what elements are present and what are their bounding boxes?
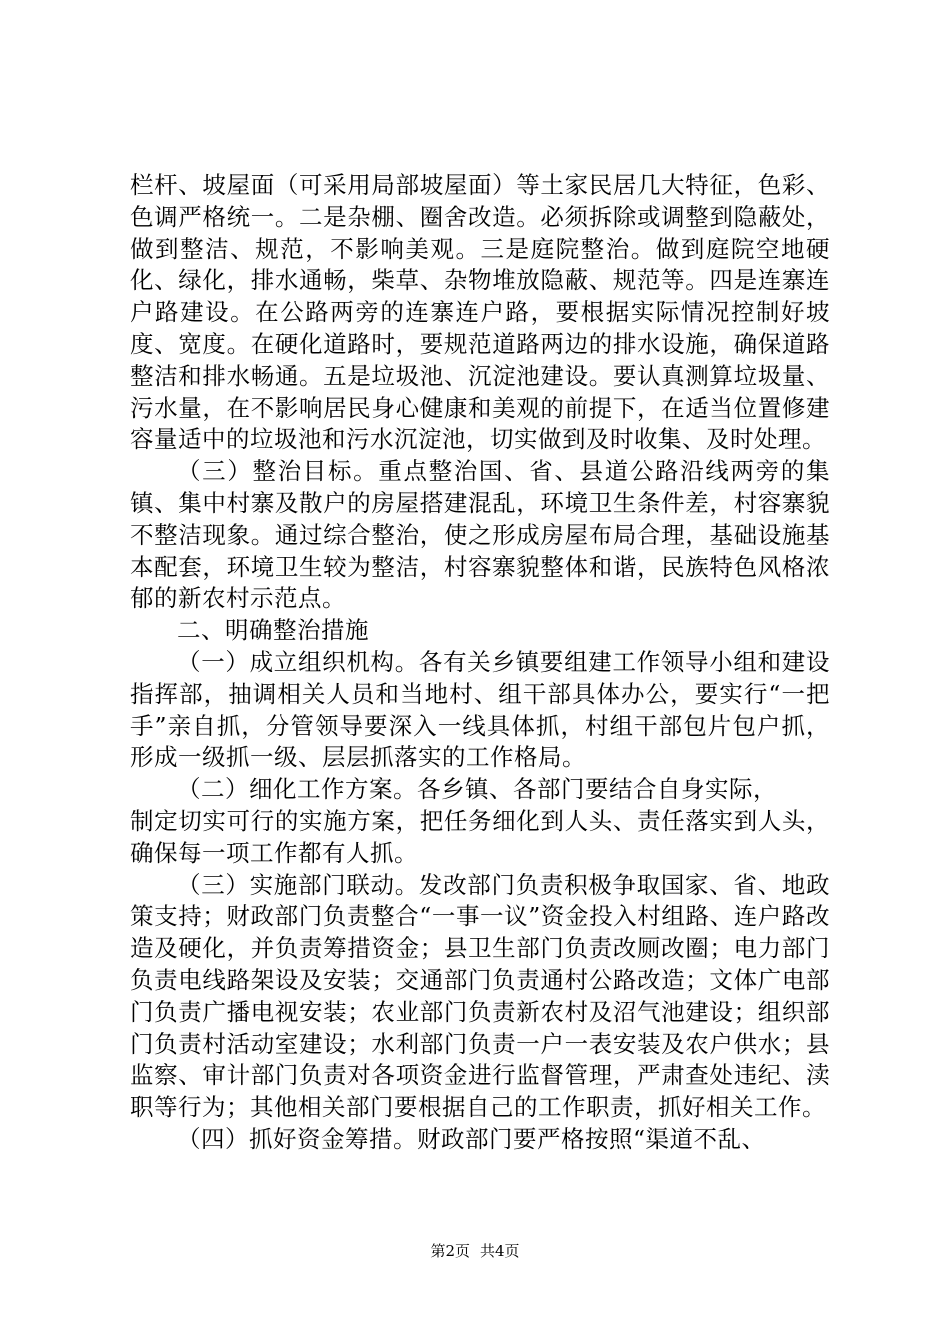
paragraph-funding: （四）抓好资金筹措。财政部门要严格按照“渠道不乱、	[177, 1124, 766, 1153]
paragraph-work-plan-continued: 制定切实可行的实施方案，把任务细化到人头、责任落实到人头，确保每一项工作都有人抓。	[130, 806, 830, 867]
paragraph-features-continued: 栏杆、坡屋面（可采用局部坡屋面）等土家民居几大特征，色彩、色调严格统一。二是杂棚、圈舍改造。必须拆除或调整到隐蔽处，做到整洁、规范，不影响美观。三是庭院整治。做到庭院空地硬化、绿化，排水通畅，柴草、杂物堆放隐蔽、规范等。四是连寨连户路建设。在公路两旁的连寨连户路，要根据实际情况控制好坡度、宽度。在硬化道路时，要规范道路两边的排水设施，确保道路整洁和排水畅通。五是垃圾池、沉淀池建设。要认真测算垃圾量、污水量，在不影响居民身心健康和美观的前提下，在适当位置修建容量适中的垃圾池和污水沉淀池，切实做到及时收集、及时处理。	[130, 171, 830, 454]
paragraph-goal: （三）整治目标。重点整治国、省、县道公路沿线两旁的集镇、集中村寨及散户的房屋搭建混乱，环境卫生条件差，村容寨貌不整洁现象。通过综合整治，使之形成房屋布局合理，基础设施基本配套，环境卫生较为整洁，村容寨貌整体和谐，民族特色风格浓郁的新农村示范点。	[130, 457, 830, 613]
paragraph-work-plan: （二）细化工作方案。各乡镇、各部门要结合自身实际，	[177, 775, 777, 804]
page-total: 共4页	[480, 1242, 520, 1260]
page-footer	[0, 1240, 950, 1261]
document-body	[130, 170, 830, 1156]
paragraph-department-linkage: （三）实施部门联动。发改部门负责积极争取国家、省、地政策支持；财政部门负责整合“一事一议”资金投入村组路、连户路改造及硬化，并负责筹措资金；县卫生部门负责改厕改圈；电力部门负责电线路架设及安装；交通部门负责通村公路改造；文体广电部门负责广播电视安装；农业部门负责新农村及沼气池建设；组织部门负责村活动室建设；水利部门负责一户一表安装及农户供水；县监察、审计部门负责对各项资金进行监督管理，严肃查处违纪、渎职等行为；其他相关部门要根据自己的工作职责，抓好相关工作。	[130, 870, 830, 1122]
section-heading-measures: 二、明确整治措施	[177, 616, 369, 645]
paragraph-organization: （一）成立组织机构。各有关乡镇要组建工作领导小组和建设指挥部，抽调相关人员和当地村、组干部具体办公，要实行“一把手”亲自抓，分管领导要深入一线具体抓，村组干部包片包户抓，形成一级抓一级、层层抓落实的工作格局。	[130, 647, 830, 772]
page-number: 第2页	[430, 1242, 470, 1260]
